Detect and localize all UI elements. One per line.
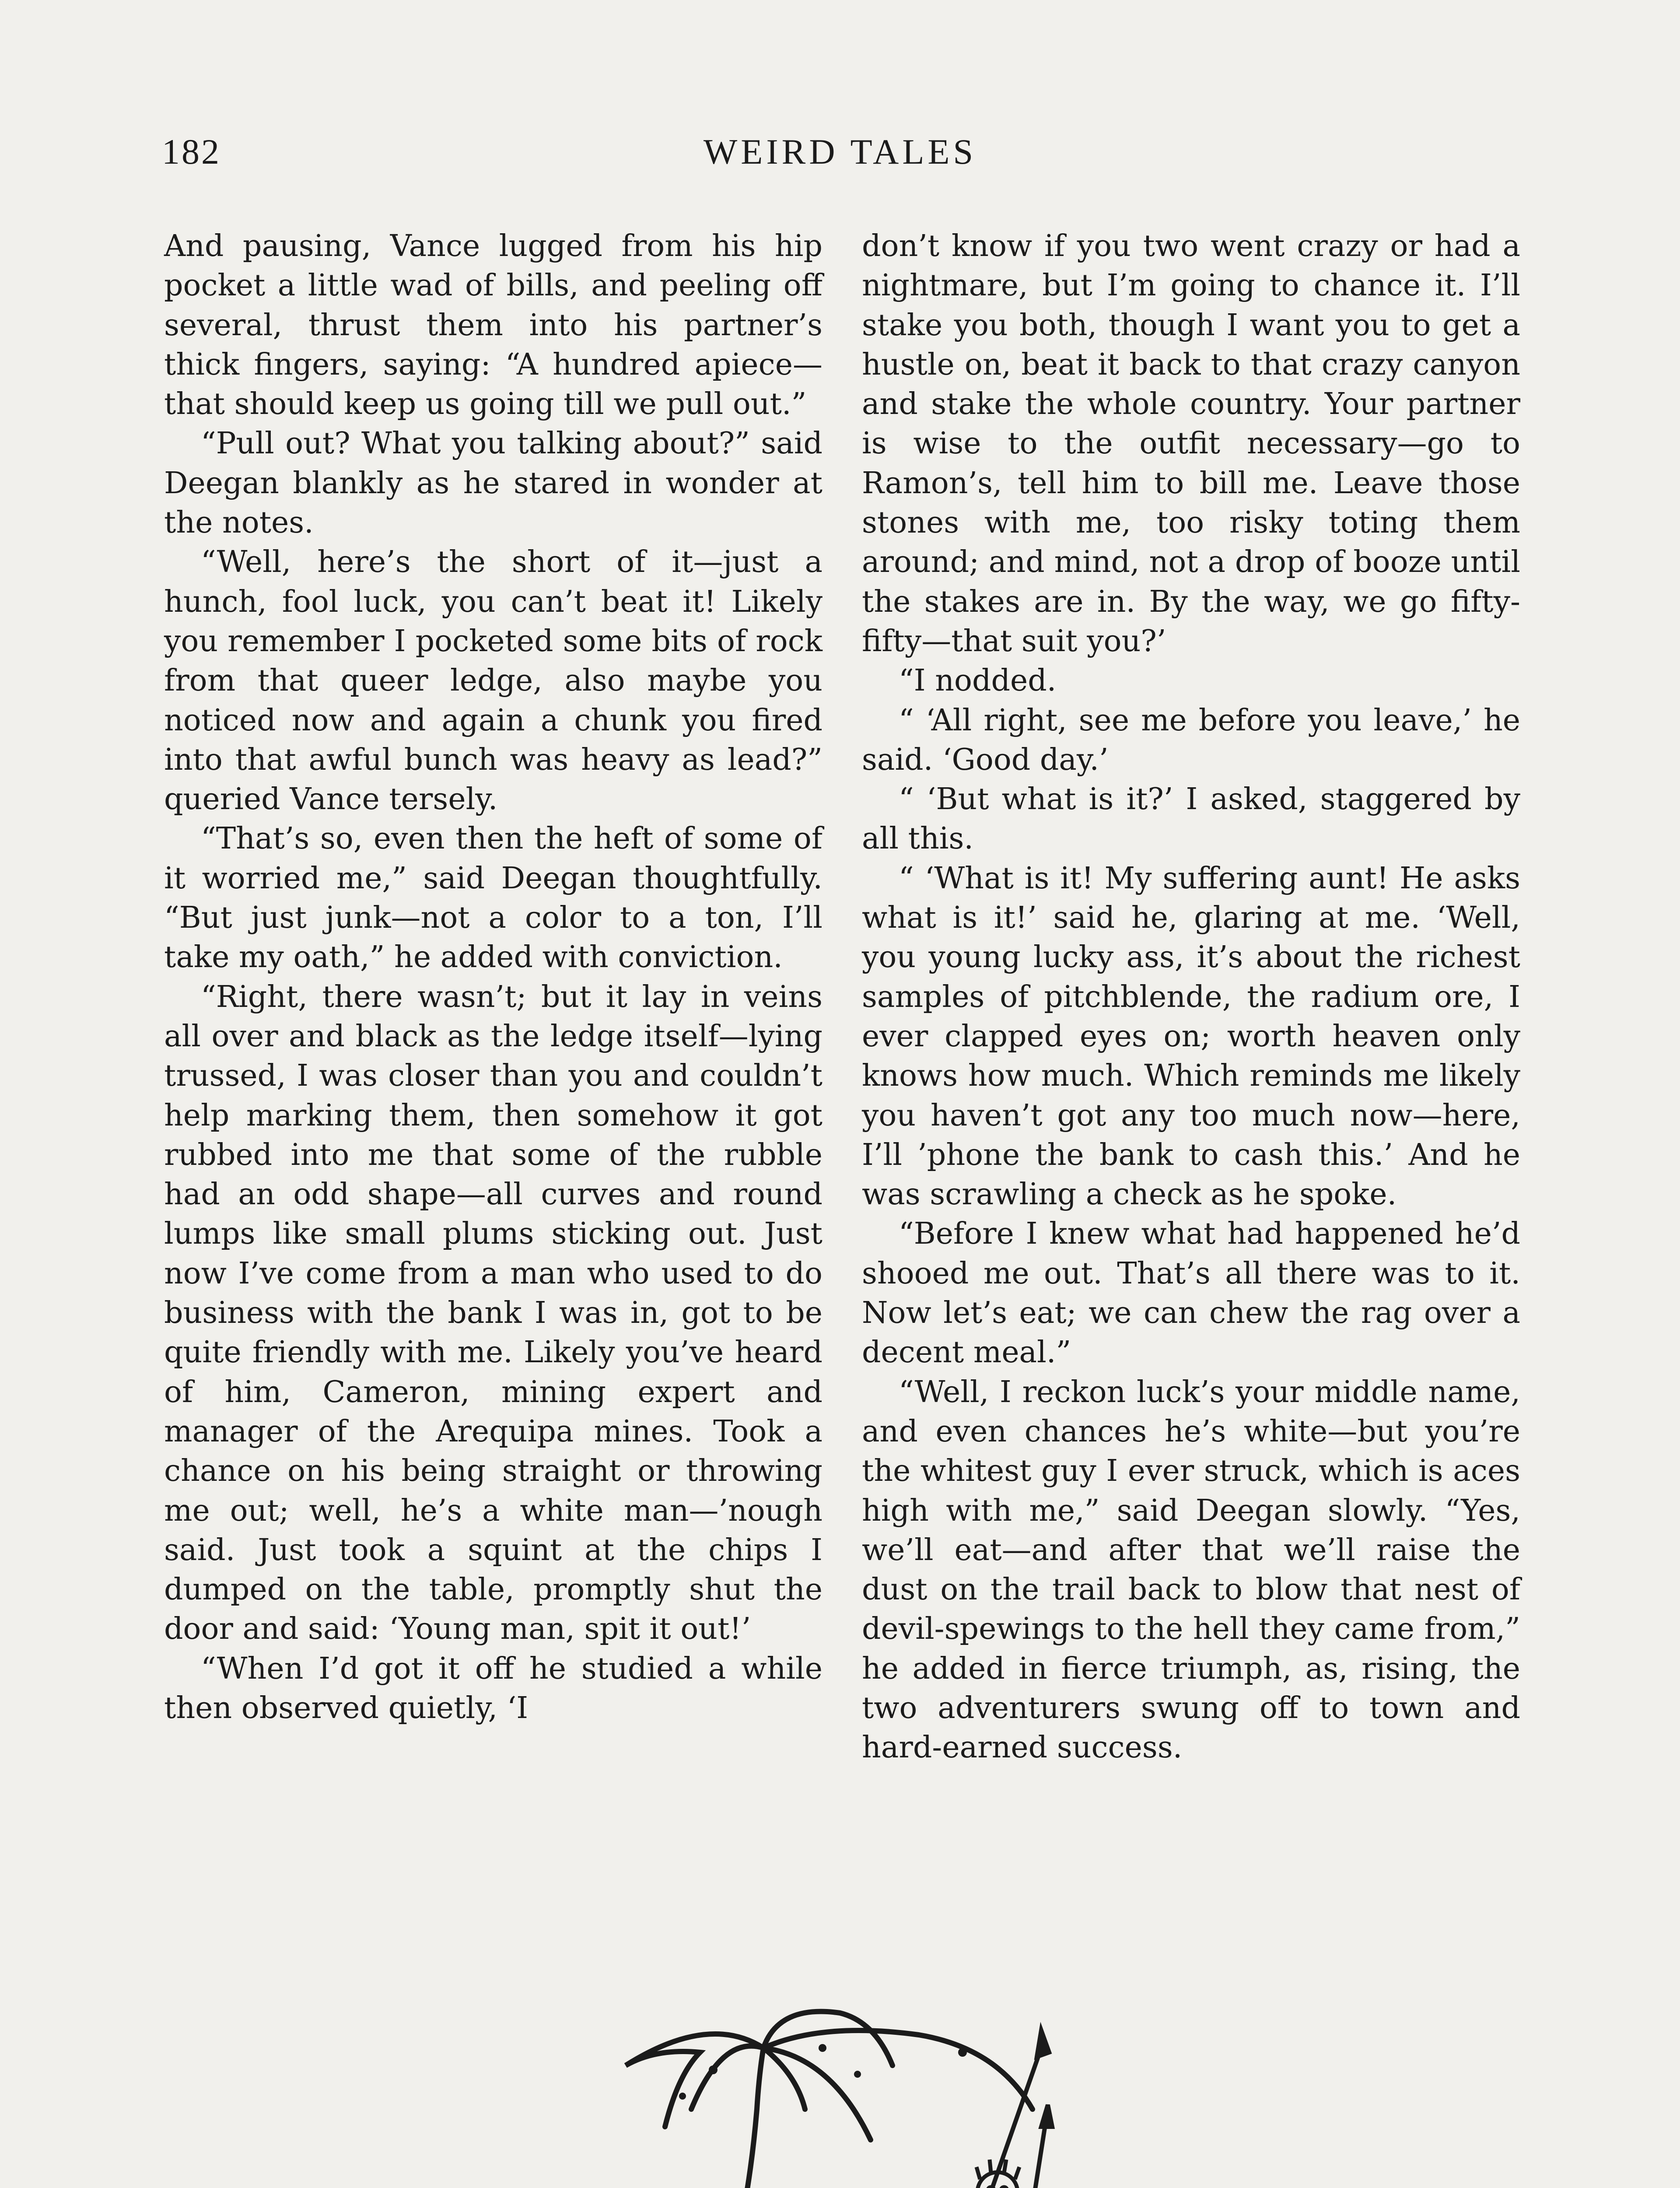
paragraph: don’t know if you two went crazy or had a nightmare, but I’m going to chance it. I’ll stake you both, though I want you to get a hustle on, beat it back to that crazy canyon and stake the whole country. Your partner is wise to the outfit necessary—go to Ramon’s, tell him to bill me. Leave those stones with me, too risky toting them around; and mind, not a drop of booze until the stakes are in. By the way, we go fifty-fifty—that suit you?’ xyxy=(862,229,1520,659)
magazine-title: WEIRD TALES xyxy=(703,132,977,172)
palm-tree-icon xyxy=(626,2012,1032,2188)
page-number: 182 xyxy=(162,132,221,172)
paragraph: “When I’d got it off he studied a while then observed quietly, ‘I xyxy=(164,1651,822,1725)
island-vignette-illustration xyxy=(175,1995,1549,2188)
paragraph: “Well, here’s the short of it—just a hunch, fool luck, you can’t beat it! Likely you remember I pocketed some bits of rock from that queer ledge, also maybe you noticed now and again a chunk you fired into that awful bunch was heavy as lead?” queried Vance tersely. xyxy=(164,545,822,817)
paragraph: “ ‘What is it! My suffering aunt! He asks what is it!’ said he, glaring at me. ‘Well, you young lucky ass, it’s about the richest samples of pitchblende, the radium ore, I ever clapped eyes on; worth heaven only knows how much. Which reminds me likely you haven’t got any too much now—here, I’ll ’phone the bank to cash this.’ And he was scrawling a check as he spoke. xyxy=(862,861,1520,1212)
paragraph: “Before I knew what had happened he’d shooed me out. That’s all there was to it. Now let’s eat; we can chew the rag over a decent meal.” xyxy=(862,1217,1520,1370)
right-column xyxy=(862,227,1520,1768)
left-column xyxy=(164,227,822,1728)
native-figure-icon xyxy=(976,2160,1066,2188)
paragraph: “Pull out? What you talking about?” said Deegan blankly as he stared in wonder at the notes. xyxy=(164,426,822,540)
paragraph: “Well, I reckon luck’s your middle name, and even chances he’s white—but you’re the whitest guy I ever struck, which is aces high with me,” said Deegan slowly. “Yes, we’ll eat—and after that we’ll raise the dust on the trail back to blow that nest of devil-spewings to the hell they came from,” he added in fierce triumph, as, rising, the two adventurers swung off to town and hard-earned success. xyxy=(862,1375,1520,1765)
paragraph: “I nodded. xyxy=(899,663,1057,698)
page-header xyxy=(158,131,1522,184)
paragraph: “That’s so, even then the heft of some of it worried me,” said Deegan thoughtfully. “But just junk—not a color to a ton, I’ll take my oath,” he added with conviction. xyxy=(164,821,822,975)
paragraph: And pausing, Vance lugged from his hip pocket a little wad of bills, and peeling off several, thrust them into his partner’s thick fingers, saying: “A hundred apiece—that should keep us going till we pull out.” xyxy=(164,229,822,422)
paragraph: “Right, there wasn’t; but it lay in veins all over and black as the ledge itself—lying trussed, I was closer than you and couldn’t help marking them, then somehow it got rubbed into me that some of the rubble had an odd shape—all curves and round lumps like small plums sticking out. Just now I’ve come from a man who used to do business with the bank I was in, got to be quite friendly with me. Likely you’ve heard of him, Cameron, mining expert and manager of the Arequipa mines. Took a chance on his being straight or throwing me out; well, he’s a white man—’nough said. Just took a squint at the chips I dumped on the table, promptly shut the door and said: ‘Young man, spit it out!’ xyxy=(164,979,822,1647)
paragraph: “ ‘But what is it?’ I asked, staggered by all this. xyxy=(862,782,1520,856)
paragraph: “ ‘All right, see me before you leave,’ he said. ‘Good day.’ xyxy=(862,703,1520,777)
